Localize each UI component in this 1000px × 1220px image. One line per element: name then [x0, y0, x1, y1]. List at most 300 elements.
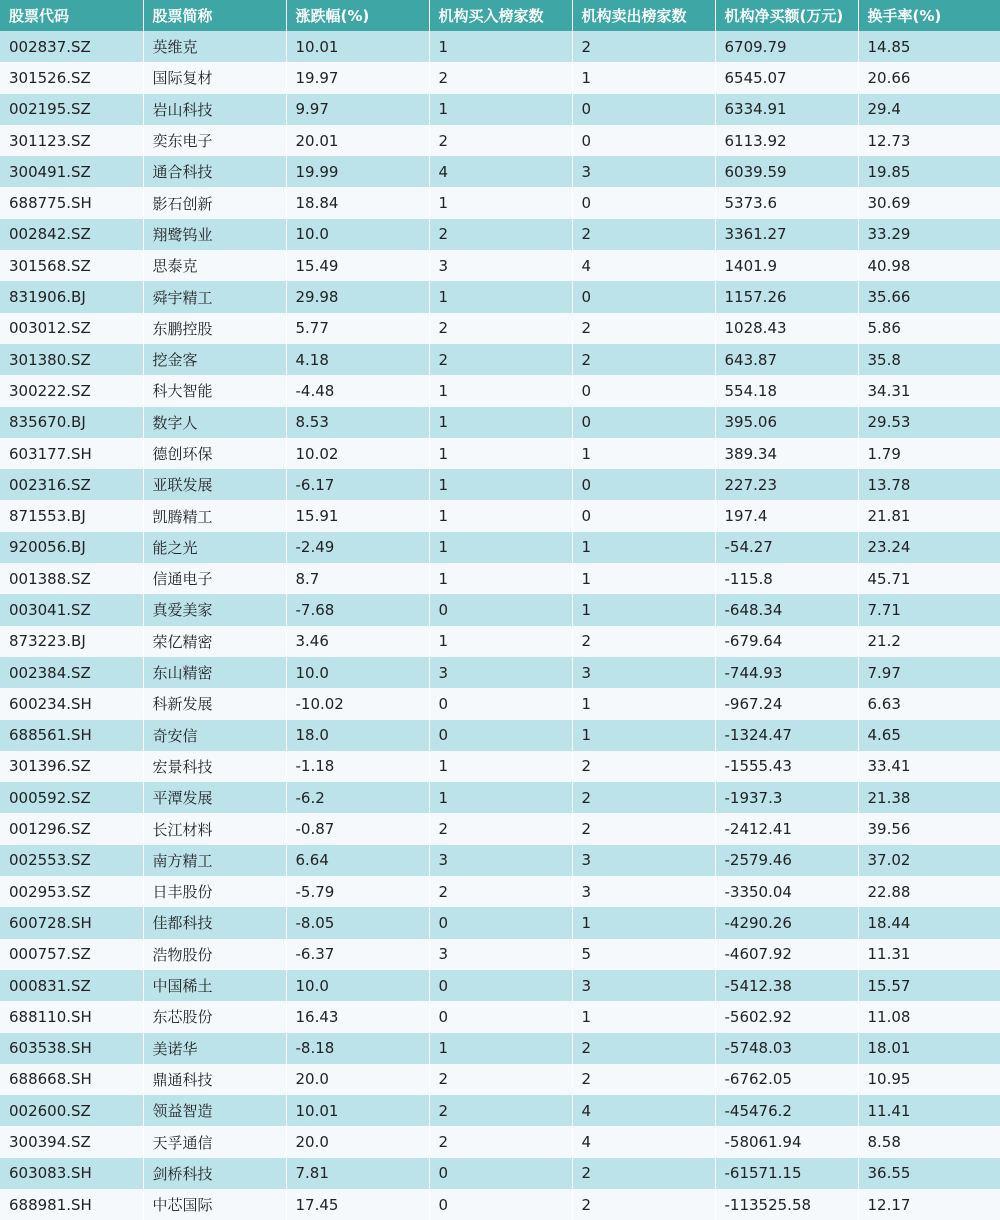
- cell-buy-count: 1: [429, 407, 572, 438]
- cell-stock-name: 英维克: [143, 31, 286, 62]
- cell-net-buy: -3350.04: [715, 876, 858, 907]
- cell-sell-count: 0: [572, 125, 715, 156]
- cell-stock-name: 通合科技: [143, 156, 286, 187]
- table-row: [0, 876, 1000, 907]
- cell-stock-code: 001296.SZ: [0, 813, 143, 844]
- cell-sell-count: 3: [572, 970, 715, 1001]
- cell-stock-code: 002600.SZ: [0, 1095, 143, 1126]
- cell-buy-count: 0: [429, 720, 572, 751]
- table-body: [0, 31, 1000, 1220]
- cell-change-pct: 6.64: [286, 845, 429, 876]
- table-row: [0, 1064, 1000, 1095]
- cell-net-buy: -5412.38: [715, 970, 858, 1001]
- cell-net-buy: -113525.58: [715, 1189, 858, 1220]
- cell-stock-name: 奕东电子: [143, 125, 286, 156]
- cell-net-buy: -115.8: [715, 563, 858, 594]
- header-row: [0, 0, 1000, 31]
- cell-stock-code: 002837.SZ: [0, 31, 143, 62]
- cell-turnover: 11.31: [858, 939, 1000, 970]
- cell-turnover: 11.08: [858, 1001, 1000, 1032]
- cell-sell-count: 0: [572, 94, 715, 125]
- cell-change-pct: 9.97: [286, 94, 429, 125]
- cell-net-buy: -54.27: [715, 532, 858, 563]
- table-row: [0, 688, 1000, 719]
- cell-turnover: 36.55: [858, 1158, 1000, 1189]
- table-row: [0, 407, 1000, 438]
- table-row: [0, 187, 1000, 218]
- cell-turnover: 21.81: [858, 500, 1000, 531]
- cell-sell-count: 2: [572, 1033, 715, 1064]
- table-row: [0, 375, 1000, 406]
- cell-change-pct: 18.0: [286, 720, 429, 751]
- cell-net-buy: 6334.91: [715, 94, 858, 125]
- cell-change-pct: 19.97: [286, 62, 429, 93]
- cell-stock-code: 000592.SZ: [0, 782, 143, 813]
- cell-sell-count: 2: [572, 1064, 715, 1095]
- cell-change-pct: -8.05: [286, 907, 429, 938]
- cell-stock-code: 300491.SZ: [0, 156, 143, 187]
- cell-buy-count: 0: [429, 970, 572, 1001]
- cell-change-pct: 4.18: [286, 344, 429, 375]
- cell-stock-name: 奇安信: [143, 720, 286, 751]
- cell-sell-count: 1: [572, 1001, 715, 1032]
- cell-stock-code: 600234.SH: [0, 688, 143, 719]
- cell-sell-count: 0: [572, 375, 715, 406]
- cell-change-pct: 8.7: [286, 563, 429, 594]
- col-header-net-buy: 机构净买额(万元): [715, 0, 858, 31]
- cell-net-buy: 1028.43: [715, 313, 858, 344]
- cell-turnover: 14.85: [858, 31, 1000, 62]
- cell-stock-code: 603538.SH: [0, 1033, 143, 1064]
- cell-buy-count: 0: [429, 1189, 572, 1220]
- cell-stock-name: 科大智能: [143, 375, 286, 406]
- cell-sell-count: 2: [572, 1189, 715, 1220]
- cell-change-pct: 15.49: [286, 250, 429, 281]
- cell-buy-count: 3: [429, 657, 572, 688]
- table-row: [0, 344, 1000, 375]
- cell-buy-count: 2: [429, 313, 572, 344]
- cell-sell-count: 3: [572, 657, 715, 688]
- cell-stock-name: 能之光: [143, 532, 286, 563]
- table-row: [0, 1001, 1000, 1032]
- cell-sell-count: 2: [572, 31, 715, 62]
- cell-buy-count: 0: [429, 907, 572, 938]
- cell-buy-count: 1: [429, 94, 572, 125]
- cell-net-buy: -6762.05: [715, 1064, 858, 1095]
- table-row: [0, 219, 1000, 250]
- cell-buy-count: 2: [429, 62, 572, 93]
- cell-sell-count: 3: [572, 845, 715, 876]
- cell-buy-count: 1: [429, 751, 572, 782]
- cell-net-buy: 643.87: [715, 344, 858, 375]
- cell-sell-count: 1: [572, 438, 715, 469]
- cell-stock-name: 翔鹭钨业: [143, 219, 286, 250]
- cell-change-pct: -1.18: [286, 751, 429, 782]
- cell-turnover: 35.66: [858, 281, 1000, 312]
- cell-stock-name: 荣亿精密: [143, 626, 286, 657]
- table-row: [0, 970, 1000, 1001]
- cell-stock-code: 002953.SZ: [0, 876, 143, 907]
- cell-turnover: 20.66: [858, 62, 1000, 93]
- cell-sell-count: 0: [572, 407, 715, 438]
- cell-stock-code: 688561.SH: [0, 720, 143, 751]
- cell-sell-count: 5: [572, 939, 715, 970]
- cell-net-buy: -1555.43: [715, 751, 858, 782]
- cell-stock-code: 300394.SZ: [0, 1126, 143, 1157]
- cell-net-buy: -2412.41: [715, 813, 858, 844]
- table-row: [0, 626, 1000, 657]
- table-row: [0, 657, 1000, 688]
- cell-change-pct: 16.43: [286, 1001, 429, 1032]
- cell-buy-count: 3: [429, 250, 572, 281]
- cell-buy-count: 1: [429, 438, 572, 469]
- cell-net-buy: 6709.79: [715, 31, 858, 62]
- cell-buy-count: 2: [429, 219, 572, 250]
- cell-turnover: 10.95: [858, 1064, 1000, 1095]
- table-row: [0, 500, 1000, 531]
- cell-turnover: 8.58: [858, 1126, 1000, 1157]
- cell-buy-count: 2: [429, 876, 572, 907]
- cell-stock-name: 国际复材: [143, 62, 286, 93]
- cell-net-buy: 6545.07: [715, 62, 858, 93]
- cell-stock-code: 000757.SZ: [0, 939, 143, 970]
- cell-net-buy: 1401.9: [715, 250, 858, 281]
- cell-stock-name: 美诺华: [143, 1033, 286, 1064]
- cell-buy-count: 2: [429, 813, 572, 844]
- cell-turnover: 5.86: [858, 313, 1000, 344]
- cell-stock-name: 东芯股份: [143, 1001, 286, 1032]
- cell-sell-count: 4: [572, 250, 715, 281]
- cell-stock-name: 佳都科技: [143, 907, 286, 938]
- cell-sell-count: 1: [572, 720, 715, 751]
- cell-buy-count: 1: [429, 375, 572, 406]
- cell-sell-count: 2: [572, 219, 715, 250]
- cell-stock-code: 301380.SZ: [0, 344, 143, 375]
- cell-stock-code: 301123.SZ: [0, 125, 143, 156]
- cell-stock-code: 688668.SH: [0, 1064, 143, 1095]
- cell-buy-count: 0: [429, 1001, 572, 1032]
- cell-change-pct: 10.02: [286, 438, 429, 469]
- cell-change-pct: 17.45: [286, 1189, 429, 1220]
- cell-buy-count: 0: [429, 594, 572, 625]
- cell-buy-count: 1: [429, 782, 572, 813]
- cell-stock-code: 835670.BJ: [0, 407, 143, 438]
- cell-stock-name: 思泰克: [143, 250, 286, 281]
- cell-sell-count: 4: [572, 1095, 715, 1126]
- cell-change-pct: 8.53: [286, 407, 429, 438]
- cell-net-buy: 389.34: [715, 438, 858, 469]
- cell-stock-name: 中国稀土: [143, 970, 286, 1001]
- cell-net-buy: 554.18: [715, 375, 858, 406]
- cell-stock-code: 873223.BJ: [0, 626, 143, 657]
- cell-turnover: 39.56: [858, 813, 1000, 844]
- table-row: [0, 939, 1000, 970]
- cell-change-pct: -5.79: [286, 876, 429, 907]
- table-row: [0, 281, 1000, 312]
- cell-buy-count: 2: [429, 125, 572, 156]
- cell-sell-count: 3: [572, 876, 715, 907]
- cell-sell-count: 0: [572, 187, 715, 218]
- cell-turnover: 30.69: [858, 187, 1000, 218]
- cell-net-buy: -967.24: [715, 688, 858, 719]
- table-row: [0, 1095, 1000, 1126]
- cell-turnover: 7.97: [858, 657, 1000, 688]
- cell-change-pct: 15.91: [286, 500, 429, 531]
- cell-stock-code: 002384.SZ: [0, 657, 143, 688]
- cell-stock-name: 中芯国际: [143, 1189, 286, 1220]
- cell-change-pct: 10.0: [286, 219, 429, 250]
- cell-change-pct: -7.68: [286, 594, 429, 625]
- cell-net-buy: -4607.92: [715, 939, 858, 970]
- cell-stock-code: 002316.SZ: [0, 469, 143, 500]
- cell-sell-count: 1: [572, 907, 715, 938]
- cell-stock-code: 002553.SZ: [0, 845, 143, 876]
- cell-net-buy: -1324.47: [715, 720, 858, 751]
- cell-stock-name: 平潭发展: [143, 782, 286, 813]
- cell-stock-name: 岩山科技: [143, 94, 286, 125]
- cell-stock-name: 科新发展: [143, 688, 286, 719]
- cell-change-pct: -6.37: [286, 939, 429, 970]
- table-header: [0, 0, 1000, 31]
- cell-stock-name: 凯腾精工: [143, 500, 286, 531]
- cell-sell-count: 0: [572, 500, 715, 531]
- cell-net-buy: -4290.26: [715, 907, 858, 938]
- cell-turnover: 22.88: [858, 876, 1000, 907]
- col-header-stock-name: 股票简称: [143, 0, 286, 31]
- cell-turnover: 1.79: [858, 438, 1000, 469]
- table-row: [0, 1158, 1000, 1189]
- cell-stock-code: 688110.SH: [0, 1001, 143, 1032]
- cell-sell-count: 0: [572, 281, 715, 312]
- cell-turnover: 35.8: [858, 344, 1000, 375]
- cell-stock-code: 300222.SZ: [0, 375, 143, 406]
- cell-change-pct: 20.0: [286, 1126, 429, 1157]
- cell-change-pct: 20.01: [286, 125, 429, 156]
- cell-stock-code: 871553.BJ: [0, 500, 143, 531]
- cell-turnover: 37.02: [858, 845, 1000, 876]
- cell-change-pct: 29.98: [286, 281, 429, 312]
- cell-net-buy: 6113.92: [715, 125, 858, 156]
- cell-stock-code: 600728.SH: [0, 907, 143, 938]
- cell-stock-code: 002842.SZ: [0, 219, 143, 250]
- cell-change-pct: 18.84: [286, 187, 429, 218]
- cell-change-pct: -2.49: [286, 532, 429, 563]
- cell-stock-code: 920056.BJ: [0, 532, 143, 563]
- cell-turnover: 6.63: [858, 688, 1000, 719]
- col-header-change-pct: 涨跌幅(%): [286, 0, 429, 31]
- cell-change-pct: -8.18: [286, 1033, 429, 1064]
- cell-change-pct: 10.01: [286, 1095, 429, 1126]
- cell-net-buy: -1937.3: [715, 782, 858, 813]
- table-row: [0, 62, 1000, 93]
- cell-stock-code: 603083.SH: [0, 1158, 143, 1189]
- table-row: [0, 532, 1000, 563]
- cell-turnover: 15.57: [858, 970, 1000, 1001]
- cell-stock-name: 数字人: [143, 407, 286, 438]
- cell-turnover: 33.29: [858, 219, 1000, 250]
- cell-stock-name: 真爱美家: [143, 594, 286, 625]
- cell-stock-name: 浩物股份: [143, 939, 286, 970]
- cell-stock-name: 亚联发展: [143, 469, 286, 500]
- table-row: [0, 845, 1000, 876]
- cell-stock-name: 德创环保: [143, 438, 286, 469]
- cell-turnover: 18.44: [858, 907, 1000, 938]
- cell-net-buy: -5602.92: [715, 1001, 858, 1032]
- cell-net-buy: 227.23: [715, 469, 858, 500]
- cell-net-buy: -744.93: [715, 657, 858, 688]
- cell-stock-code: 688775.SH: [0, 187, 143, 218]
- table-row: [0, 563, 1000, 594]
- cell-net-buy: -58061.94: [715, 1126, 858, 1157]
- cell-buy-count: 1: [429, 532, 572, 563]
- cell-stock-name: 东山精密: [143, 657, 286, 688]
- cell-net-buy: 5373.6: [715, 187, 858, 218]
- col-header-buy-count: 机构买入榜家数: [429, 0, 572, 31]
- cell-turnover: 12.73: [858, 125, 1000, 156]
- cell-net-buy: -2579.46: [715, 845, 858, 876]
- cell-change-pct: -6.17: [286, 469, 429, 500]
- cell-turnover: 18.01: [858, 1033, 1000, 1064]
- cell-net-buy: 395.06: [715, 407, 858, 438]
- cell-stock-name: 天孚通信: [143, 1126, 286, 1157]
- cell-stock-code: 301568.SZ: [0, 250, 143, 281]
- cell-change-pct: -4.48: [286, 375, 429, 406]
- cell-stock-name: 南方精工: [143, 845, 286, 876]
- cell-turnover: 12.17: [858, 1189, 1000, 1220]
- table-row: [0, 250, 1000, 281]
- table-row: [0, 720, 1000, 751]
- cell-change-pct: 10.0: [286, 657, 429, 688]
- cell-turnover: 45.71: [858, 563, 1000, 594]
- table-row: [0, 1189, 1000, 1220]
- cell-buy-count: 2: [429, 1064, 572, 1095]
- cell-buy-count: 2: [429, 1126, 572, 1157]
- cell-turnover: 19.85: [858, 156, 1000, 187]
- cell-change-pct: -6.2: [286, 782, 429, 813]
- table-row: [0, 438, 1000, 469]
- cell-net-buy: -45476.2: [715, 1095, 858, 1126]
- cell-turnover: 29.53: [858, 407, 1000, 438]
- cell-net-buy: 197.4: [715, 500, 858, 531]
- cell-sell-count: 2: [572, 626, 715, 657]
- cell-turnover: 4.65: [858, 720, 1000, 751]
- cell-buy-count: 1: [429, 563, 572, 594]
- cell-net-buy: 1157.26: [715, 281, 858, 312]
- cell-change-pct: 3.46: [286, 626, 429, 657]
- cell-turnover: 7.71: [858, 594, 1000, 625]
- cell-buy-count: 3: [429, 845, 572, 876]
- cell-sell-count: 1: [572, 594, 715, 625]
- cell-stock-code: 001388.SZ: [0, 563, 143, 594]
- cell-stock-name: 舜宇精工: [143, 281, 286, 312]
- table-row: [0, 94, 1000, 125]
- col-header-turnover: 换手率(%): [858, 0, 1000, 31]
- cell-change-pct: 10.0: [286, 970, 429, 1001]
- cell-net-buy: 6039.59: [715, 156, 858, 187]
- cell-sell-count: 1: [572, 62, 715, 93]
- cell-buy-count: 1: [429, 469, 572, 500]
- cell-change-pct: 5.77: [286, 313, 429, 344]
- cell-buy-count: 0: [429, 1158, 572, 1189]
- cell-buy-count: 1: [429, 500, 572, 531]
- cell-buy-count: 1: [429, 1033, 572, 1064]
- cell-stock-name: 东鹏控股: [143, 313, 286, 344]
- cell-change-pct: 7.81: [286, 1158, 429, 1189]
- cell-change-pct: 19.99: [286, 156, 429, 187]
- cell-sell-count: 2: [572, 782, 715, 813]
- cell-stock-name: 长江材料: [143, 813, 286, 844]
- cell-net-buy: 3361.27: [715, 219, 858, 250]
- cell-stock-code: 603177.SH: [0, 438, 143, 469]
- cell-turnover: 40.98: [858, 250, 1000, 281]
- cell-stock-code: 831906.BJ: [0, 281, 143, 312]
- cell-stock-name: 影石创新: [143, 187, 286, 218]
- cell-turnover: 33.41: [858, 751, 1000, 782]
- cell-buy-count: 3: [429, 939, 572, 970]
- cell-net-buy: -679.64: [715, 626, 858, 657]
- cell-turnover: 21.2: [858, 626, 1000, 657]
- cell-change-pct: 10.01: [286, 31, 429, 62]
- table-row: [0, 156, 1000, 187]
- cell-change-pct: 20.0: [286, 1064, 429, 1095]
- table-row: [0, 594, 1000, 625]
- cell-net-buy: -648.34: [715, 594, 858, 625]
- cell-sell-count: 1: [572, 563, 715, 594]
- table-row: [0, 1033, 1000, 1064]
- cell-stock-name: 挖金客: [143, 344, 286, 375]
- table-row: [0, 751, 1000, 782]
- cell-turnover: 21.38: [858, 782, 1000, 813]
- cell-turnover: 11.41: [858, 1095, 1000, 1126]
- cell-change-pct: -10.02: [286, 688, 429, 719]
- cell-stock-name: 宏景科技: [143, 751, 286, 782]
- cell-stock-name: 剑桥科技: [143, 1158, 286, 1189]
- cell-stock-code: 003012.SZ: [0, 313, 143, 344]
- cell-stock-code: 301396.SZ: [0, 751, 143, 782]
- cell-buy-count: 2: [429, 1095, 572, 1126]
- cell-stock-name: 日丰股份: [143, 876, 286, 907]
- table-row: [0, 1126, 1000, 1157]
- cell-stock-name: 鼎通科技: [143, 1064, 286, 1095]
- cell-turnover: 34.31: [858, 375, 1000, 406]
- cell-stock-code: 002195.SZ: [0, 94, 143, 125]
- cell-turnover: 13.78: [858, 469, 1000, 500]
- table-row: [0, 125, 1000, 156]
- cell-sell-count: 0: [572, 469, 715, 500]
- cell-buy-count: 1: [429, 31, 572, 62]
- cell-buy-count: 1: [429, 626, 572, 657]
- cell-stock-name: 信通电子: [143, 563, 286, 594]
- table-row: [0, 813, 1000, 844]
- table-row: [0, 313, 1000, 344]
- cell-sell-count: 2: [572, 813, 715, 844]
- cell-sell-count: 1: [572, 688, 715, 719]
- cell-stock-code: 688981.SH: [0, 1189, 143, 1220]
- cell-sell-count: 2: [572, 313, 715, 344]
- cell-sell-count: 2: [572, 1158, 715, 1189]
- col-header-sell-count: 机构卖出榜家数: [572, 0, 715, 31]
- cell-buy-count: 4: [429, 156, 572, 187]
- cell-turnover: 29.4: [858, 94, 1000, 125]
- cell-stock-code: 301526.SZ: [0, 62, 143, 93]
- cell-buy-count: 0: [429, 688, 572, 719]
- table-row: [0, 782, 1000, 813]
- cell-buy-count: 1: [429, 187, 572, 218]
- cell-sell-count: 2: [572, 751, 715, 782]
- table-row: [0, 31, 1000, 62]
- cell-sell-count: 3: [572, 156, 715, 187]
- cell-sell-count: 2: [572, 344, 715, 375]
